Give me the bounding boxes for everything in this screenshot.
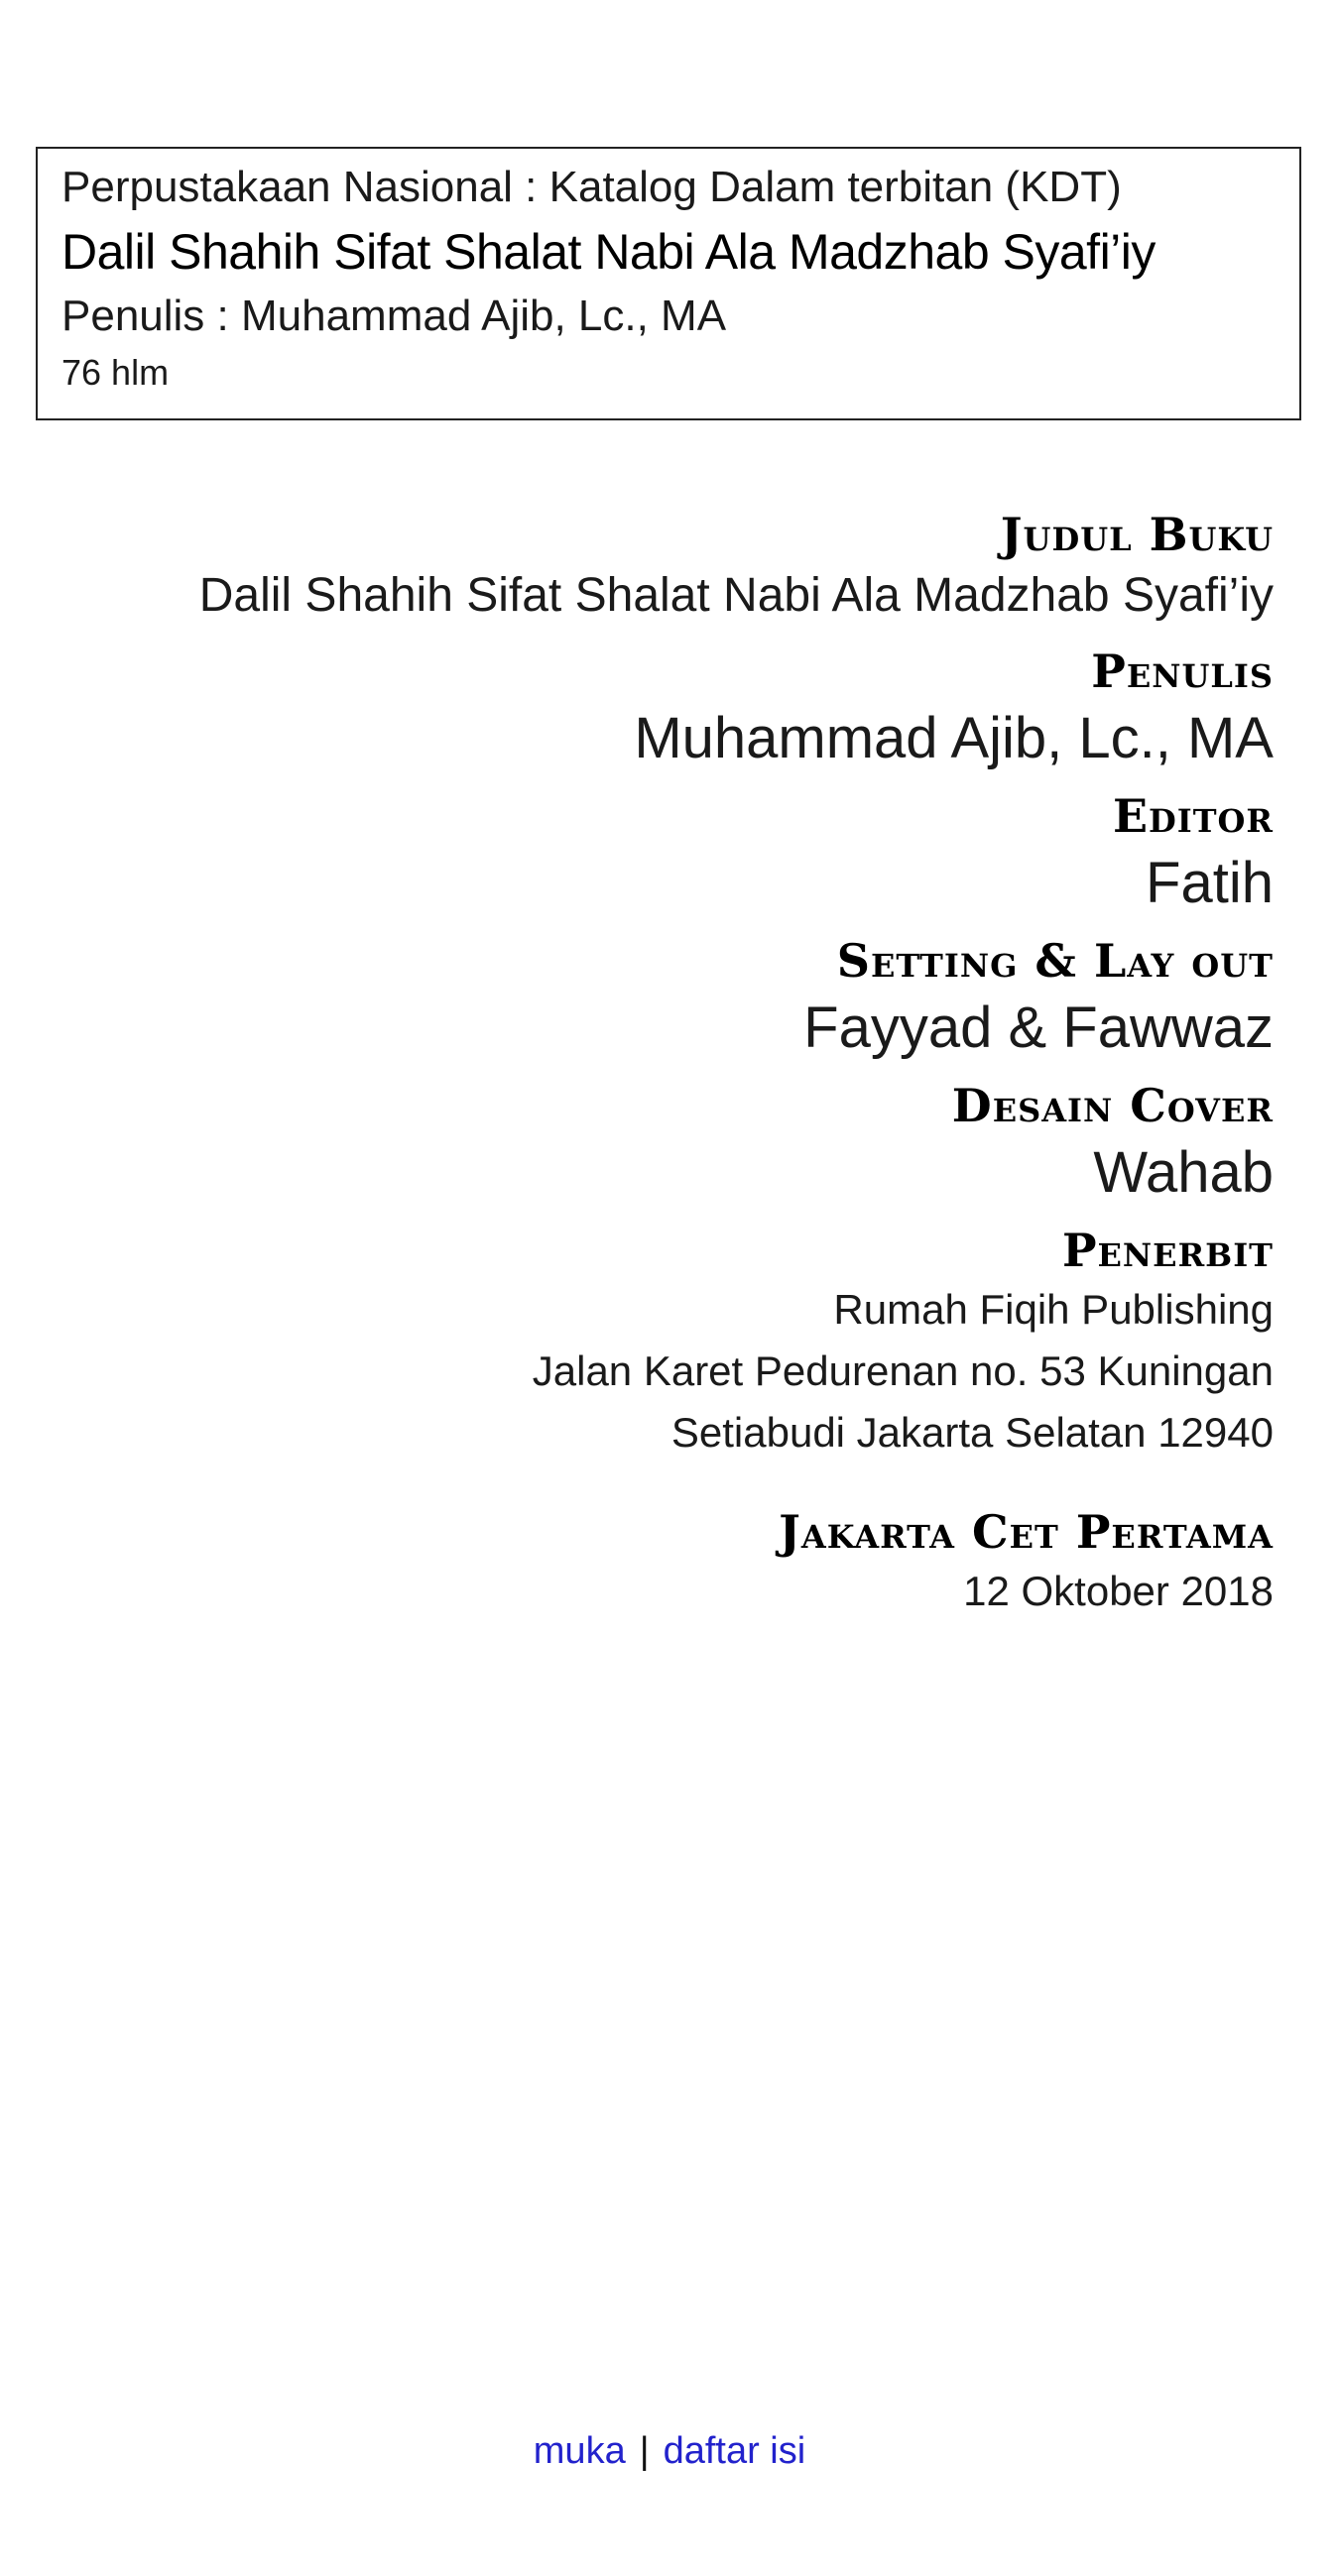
muka-link[interactable]: muka: [533, 2430, 626, 2472]
penerbit-address-line2: Setiabudi Jakarta Selatan 12940: [670, 1409, 1274, 1456]
desain-cover-value: Wahab: [1093, 1140, 1274, 1205]
credits-section: [34, 506, 1274, 1622]
penerbit-name: Rumah Fiqih Publishing: [833, 1286, 1274, 1333]
penerbit-address-line1: Jalan Karet Pedurenan no. 53 Kuningan: [532, 1347, 1274, 1394]
editor-value: Fatih: [1146, 851, 1274, 915]
judul-buku-label: Judul Buku: [1000, 508, 1274, 561]
setting-layout-label: Setting & Lay out: [836, 934, 1274, 988]
setting-layout-value: Fayyad & Fawwaz: [803, 995, 1274, 1060]
cetakan-date: 12 Oktober 2018: [963, 1568, 1274, 1614]
catalog-box: [36, 147, 1301, 420]
footer-separator: |: [639, 2430, 650, 2472]
catalog-book-title: Dalil Shahih Sifat Shalat Nabi Ala Madzhab Syafi’iy: [61, 224, 1156, 280]
catalog-author: Penulis : Muhammad Ajib, Lc., MA: [61, 292, 727, 340]
desain-cover-label: Desain Cover: [951, 1079, 1274, 1132]
catalog-heading: Perpustakaan Nasional : Katalog Dalam terbitan (KDT): [61, 163, 1122, 211]
penulis-label: Penulis: [1091, 644, 1274, 698]
penulis-value: Muhammad Ajib, Lc., MA: [634, 706, 1274, 770]
daftar-isi-link[interactable]: daftar isi: [663, 2430, 806, 2472]
catalog-page-count: 76 hlm: [61, 352, 170, 393]
judul-buku-value: Dalil Shahih Sifat Shalat Nabi Ala Madzhab Syafi’iy: [198, 569, 1274, 622]
cetakan-label: Jakarta Cet Pertama: [779, 1505, 1274, 1559]
editor-label: Editor: [1112, 789, 1274, 843]
penerbit-label: Penerbit: [1061, 1224, 1274, 1277]
footer-navigation: [0, 2425, 1339, 2477]
